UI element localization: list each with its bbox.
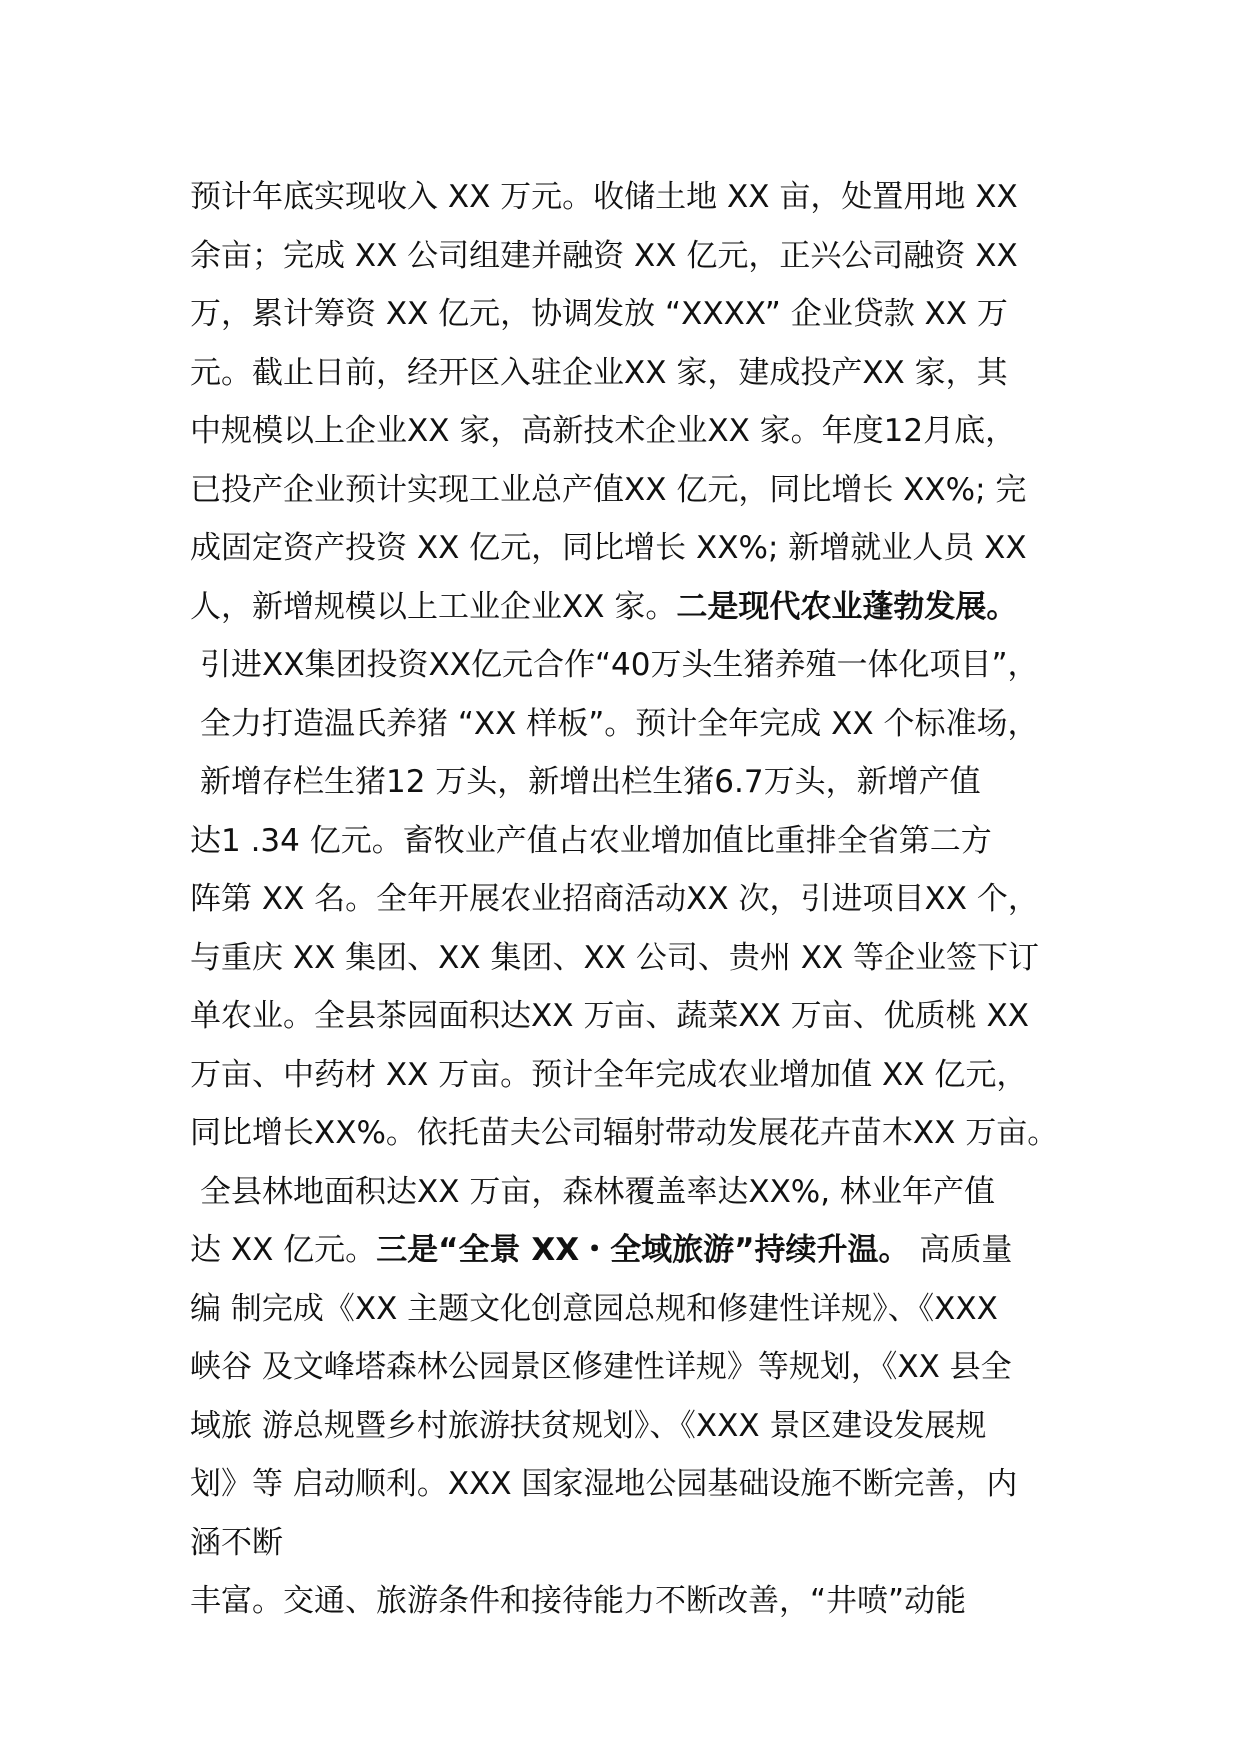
text-line: 引进XX集团投资XX亿元合作“40万头生猪养殖一体化项目”， xyxy=(200,647,1039,683)
section-heading: 二是现代农业蓬勃发展。 xyxy=(676,588,1018,625)
text-line: 达1 .34 亿元。畜牧业产值占农业增加值比重排全省第二方 xyxy=(190,822,992,859)
text-line: 全县林地面积达XX 万亩，森林覆盖率达XX%, 林业年产值 xyxy=(200,1173,995,1210)
text-line: 峡谷 及文峰塔森林公园景区修建性详规》等规划，《XX 县全 xyxy=(190,1349,1012,1385)
text-line: 同比增长XX%。依托苗夫公司辐射带动发展花卉苗木XX 万亩。 xyxy=(190,1115,1059,1151)
text-line: 编 制完成《XX 主题文化创意园总规和修建性详规》、《XXX xyxy=(190,1290,998,1327)
body-text xyxy=(190,168,1070,1631)
text-line: 中规模以上企业XX 家，高新技术企业XX 家。年度12月底， xyxy=(190,413,1017,449)
text-line: 万亩、中药材 XX 万亩。预计全年完成农业增加值 XX 亿元， xyxy=(190,1056,1028,1093)
text-line xyxy=(190,578,1070,637)
text-line: 单农业。全县茶园面积达XX 万亩、蔬菜XX 万亩、优质桃 XX xyxy=(190,998,1029,1034)
text-line: 域旅 游总规暨乡村旅游扶贫规划》、《XXX 景区建设发展规 xyxy=(190,1407,987,1444)
text-line: 阵第 XX 名。全年开展农业招商活动XX 次，引进项目XX 个， xyxy=(190,881,1039,917)
text-line: 余亩；完成 XX 公司组建并融资 XX 亿元，正兴公司融资 XX xyxy=(190,237,1018,274)
text-line: 新增存栏生猪12 万头，新增出栏生猪6.7万头，新增产值 xyxy=(200,764,981,800)
text-line: 与重庆 XX 集团、XX 集团、XX 公司、贵州 XX 等企业签下订 xyxy=(190,939,1040,976)
line-text: 高质量 xyxy=(909,1232,1013,1268)
text-line: 预计年底实现收入 XX 万元。收储土地 XX 亩，处置用地 XX xyxy=(190,179,1018,215)
text-line: 涵不断 xyxy=(190,1524,283,1561)
text-line: 万，累计筹资 XX 亿元，协调发放 “XXXX” 企业贷款 XX 万 xyxy=(190,296,1008,332)
text-line: 全力打造温氏养猪 “XX 样板”。预计全年完成 XX 个标准场， xyxy=(200,705,1039,742)
text-line: 丰富。交通、旅游条件和接待能力不断改善，“井喷”动能 xyxy=(190,1583,967,1619)
text-line xyxy=(190,1221,1070,1280)
text-line: 划》等 启动顺利。XXX 国家湿地公园基础设施不断完善，内 xyxy=(190,1466,1018,1502)
line-text: 达 XX 亿元。 xyxy=(190,1232,377,1268)
line-text: 人，新增规模以上工业企业XX 家。 xyxy=(190,588,677,625)
text-line: 已投产企业预计实现工业总产值XX 亿元，同比增长 XX%; 完 xyxy=(190,471,1027,508)
section-heading: 三是“全景 XX・全域旅游”持续升温。 xyxy=(376,1232,910,1268)
text-line: 成固定资产投资 XX 亿元，同比增长 XX%; 新增就业人员 XX xyxy=(190,530,1027,566)
text-line: 元。截止日前，经开区入驻企业XX 家，建成投产XX 家，其 xyxy=(190,354,1008,391)
